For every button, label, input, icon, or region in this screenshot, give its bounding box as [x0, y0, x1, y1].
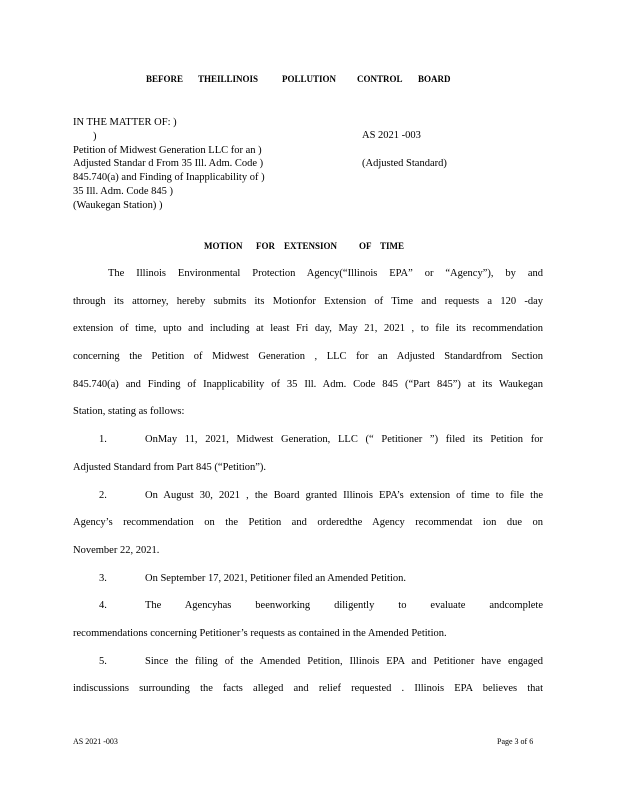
title-time: TIME: [380, 241, 405, 251]
title-motion: MOTION: [204, 241, 243, 251]
header-pollution: POLLUTION: [282, 74, 337, 84]
paragraph-line: Adjusted Standard from Part 845 (“Petition”).: [73, 461, 267, 473]
header-control: CONTROL: [357, 74, 403, 84]
caption-line: ): [93, 130, 97, 142]
paragraph-line: indiscussions surrounding the facts alleged and relief requested . Illinois EPA believes that: [73, 683, 543, 695]
caption-line: IN THE MATTER OF: ): [73, 117, 177, 128]
title-for: FOR: [256, 241, 275, 251]
caption-line: 35 Ill. Adm. Code 845 ): [73, 185, 174, 197]
paragraph-1-first-line: 1. OnMay 11, 2021, Midwest Generation, LLC (“ Petitioner ”) filed its Petition for: [73, 426, 543, 454]
case-type: (Adjusted Standard): [362, 158, 447, 169]
paragraph-line: November 22, 2021.: [73, 544, 160, 556]
title-extension: EXTENSION: [284, 241, 338, 251]
paragraph-number: 3.: [99, 572, 107, 584]
intro-line: through its attorney, hereby submits its Motionfor Extension of Time and requests a 120 -day: [73, 295, 543, 307]
caption-line: Adjusted Standar d From 35 Ill. Adm. Code ): [73, 158, 264, 170]
paragraph-number: 2.: [99, 489, 107, 501]
motion-body: [73, 260, 543, 703]
header-before: BEFORE: [146, 74, 184, 84]
paragraph-line: Agency’s recommendation on the Petition and orderedthe Agency recommendat ion due on: [73, 517, 543, 529]
intro-line: extension of time, upto and including at least Fri day, May 21, 2021 , to file its recommendation: [73, 323, 543, 335]
caption-line: Petition of Midwest Generation LLC for an ): [73, 144, 262, 156]
caption-left: [73, 116, 265, 213]
footer-case-number: AS 2021 -003: [73, 737, 118, 746]
paragraph-4-first-line: 4. The Agencyhas beenworking diligently to evaluate andcomplete: [73, 592, 543, 620]
paragraph-line: recommendations concerning Petitioner’s requests as contained in the Amended Petition.: [73, 627, 447, 639]
header-board: BOARD: [418, 74, 451, 84]
caption-line: (Waukegan Station) ): [73, 199, 163, 211]
paragraph-number: 1.: [99, 434, 107, 446]
footer-page-number: Page 3 of 6: [497, 737, 534, 746]
paragraph-3-first-line: 3. On September 17, 2021, Petitioner filed an Amended Petition.: [73, 565, 543, 593]
paragraph-number: 4.: [99, 600, 107, 612]
paragraph-2-first-line: 2. On August 30, 2021 , the Board granted Illinois EPA’s extension of time to file the: [73, 482, 543, 510]
case-number: AS 2021 -003: [362, 130, 421, 141]
caption-line: 845.740(a) and Finding of Inapplicability of ): [73, 172, 265, 184]
intro-line: Station, stating as follows:: [73, 406, 185, 418]
title-of: OF: [359, 241, 372, 251]
intro-line: concerning the Petition of Midwest Generation , LLC for an Adjusted Standardfrom Section: [73, 351, 543, 363]
intro-line: The Illinois Environmental Protection Agency(“Illinois EPA” or “Agency”), by and: [108, 268, 543, 279]
paragraph-5-first-line: 5. Since the filing of the Amended Petition, Illinois EPA and Petitioner have engaged: [73, 648, 543, 676]
header-the-illinois: THEILLINOIS: [198, 74, 259, 84]
intro-line: 845.740(a) and Finding of Inapplicability of 35 Ill. Adm. Code 845 (“Part 845”) at its Waukegan: [73, 378, 543, 390]
paragraph-number: 5.: [99, 655, 107, 667]
